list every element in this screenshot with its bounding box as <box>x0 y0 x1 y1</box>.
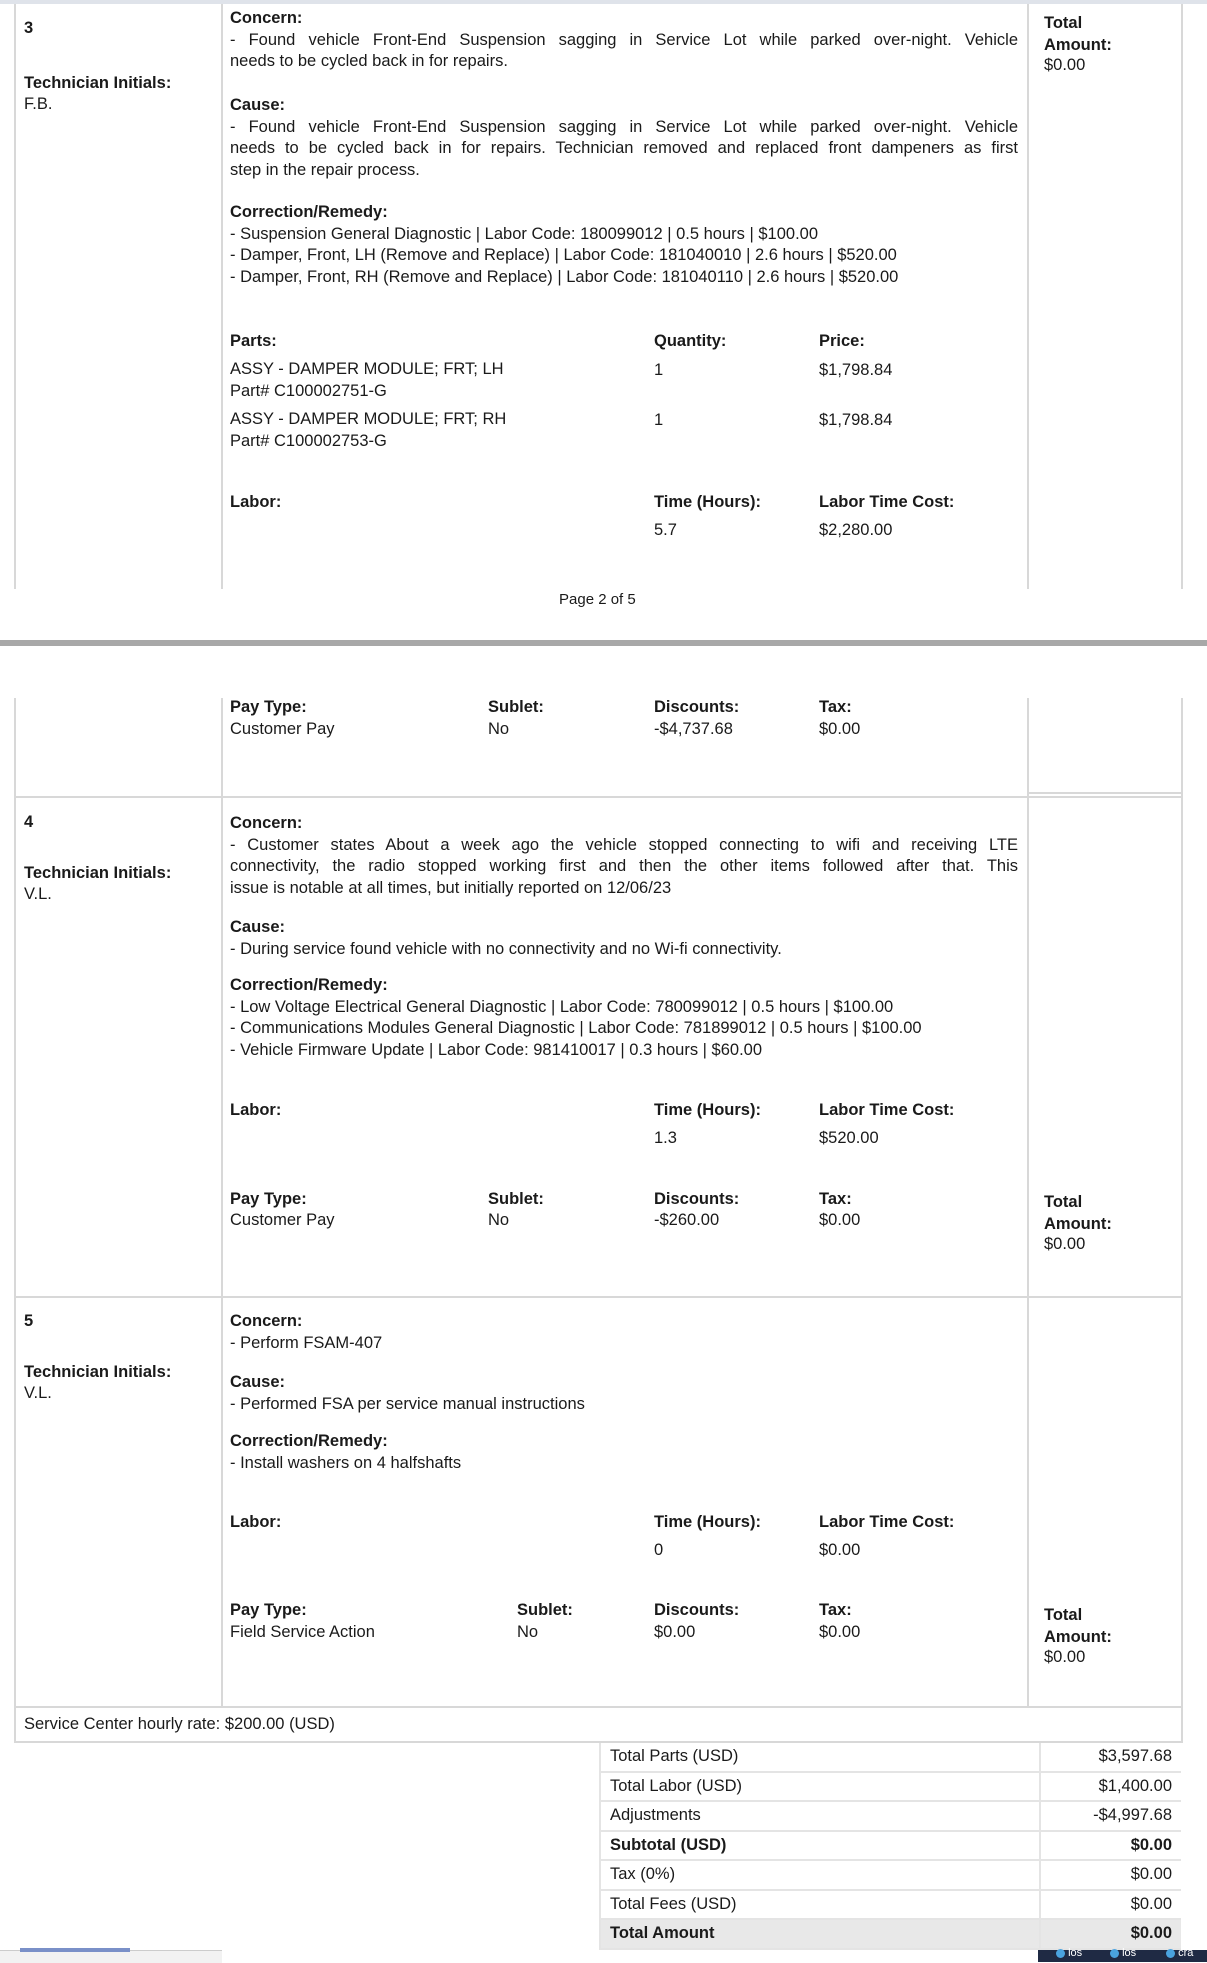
totals-label: Total Parts (USD) <box>600 1743 1040 1772</box>
totals-label: Total Fees (USD) <box>600 1890 1040 1920</box>
taskbar-item[interactable]: los <box>1056 1947 1082 1959</box>
job-number: 5 <box>24 1312 34 1330</box>
technician-initials-value: V.L. <box>24 885 52 903</box>
time-hours-label: Time (Hours): <box>654 1101 761 1119</box>
table-border <box>1181 698 1183 1742</box>
correction-label: Correction/Remedy: <box>230 203 388 221</box>
labor-time-cost-label: Labor Time Cost: <box>819 493 955 511</box>
sublet-label: Sublet: <box>488 698 544 716</box>
totals-table <box>599 1743 1181 1950</box>
concern-text: - Found vehicle Front-End Suspension sagging in Service Lot while parked over-night. Vehicle needs to be cycled back in for repairs. <box>230 30 1018 70</box>
job-number: 3 <box>24 19 34 37</box>
labor-time-value: 1.3 <box>654 1129 677 1147</box>
table-border <box>221 698 223 1707</box>
totals-label: Adjustments <box>600 1801 1040 1831</box>
totals-row <box>600 1890 1181 1920</box>
taskbar <box>1038 1947 1207 1962</box>
cause-text: - Found vehicle Front-End Suspension sagging in Service Lot while parked over-night. Vehicle needs to be cycled back in for repairs. Technician removed and replaced front dampeners as first step in the repair process. <box>230 117 1018 179</box>
part-price: $1,798.84 <box>819 411 893 429</box>
table-border <box>221 4 223 589</box>
top-edge-bar <box>0 0 1207 4</box>
sublet-value: No <box>488 1211 510 1229</box>
sublet-value: No <box>488 720 510 738</box>
time-hours-label: Time (Hours): <box>654 493 761 511</box>
labor-cost-value: $2,280.00 <box>819 521 893 539</box>
page-indicator: Page 2 of 5 <box>559 591 636 608</box>
row-divider <box>14 1706 1183 1708</box>
pay-type-label: Pay Type: <box>230 1601 307 1619</box>
sublet-label: Sublet: <box>517 1601 573 1619</box>
tax-value: $0.00 <box>819 1623 861 1641</box>
discounts-value: -$4,737.68 <box>654 720 733 738</box>
discounts-value: -$260.00 <box>654 1211 720 1229</box>
totals-row <box>600 1772 1181 1802</box>
part-name: ASSY - DAMPER MODULE; FRT; RH <box>230 410 507 428</box>
part-name: ASSY - DAMPER MODULE; FRT; LH <box>230 360 504 378</box>
parts-label: Parts: <box>230 332 277 350</box>
totals-label: Subtotal (USD) <box>600 1831 1040 1861</box>
labor-label: Labor: <box>230 1513 282 1531</box>
price-label: Price: <box>819 332 865 350</box>
labor-label: Labor: <box>230 493 282 511</box>
sidebar-fragment-link[interactable] <box>20 1948 130 1952</box>
totals-value: $0.00 <box>1040 1890 1181 1920</box>
chrome-icon <box>1166 1949 1175 1958</box>
job-number: 4 <box>24 813 34 831</box>
labor-time-cost-label: Labor Time Cost: <box>819 1513 955 1531</box>
labor-cost-value: $520.00 <box>819 1129 879 1147</box>
totals-label: Tax (0%) <box>600 1860 1040 1890</box>
tax-label: Tax: <box>819 698 852 716</box>
totals-row <box>600 1919 1181 1949</box>
taskbar-item[interactable]: cra <box>1166 1947 1193 1959</box>
totals-value: $0.00 <box>1040 1860 1181 1890</box>
correction-label: Correction/Remedy: <box>230 976 388 994</box>
correction-line: - Suspension General Diagnostic | Labor Code: 180099012 | 0.5 hours | $100.00 <box>230 224 819 243</box>
correction-line: - Damper, Front, RH (Remove and Replace) | Labor Code: 181040110 | 2.6 hours | $520.00 <box>230 267 899 286</box>
labor-cost-value: $0.00 <box>819 1541 861 1559</box>
tax-label: Tax: <box>819 1190 852 1208</box>
tax-value: $0.00 <box>819 720 861 738</box>
concern-label: Concern: <box>230 814 303 832</box>
totals-value: $3,597.68 <box>1040 1743 1181 1772</box>
totals-label: Total Labor (USD) <box>600 1772 1040 1802</box>
time-hours-label: Time (Hours): <box>654 1513 761 1531</box>
correction-line: - Damper, Front, LH (Remove and Replace) | Labor Code: 181040010 | 2.6 hours | $520.00 <box>230 246 897 264</box>
total-amount-value: $0.00 <box>1044 56 1086 74</box>
totals-row <box>600 1743 1181 1772</box>
table-border <box>14 4 16 589</box>
labor-label: Labor: <box>230 1101 282 1119</box>
page-separator <box>0 640 1207 646</box>
cause-text: - During service found vehicle with no connectivity and no Wi-fi connectivity. <box>230 939 782 958</box>
cause-label: Cause: <box>230 1373 286 1391</box>
sublet-value: No <box>517 1623 539 1641</box>
total-amount-label: Total Amount: <box>1044 14 1112 54</box>
labor-time-cost-label: Labor Time Cost: <box>819 1101 955 1119</box>
row-divider <box>14 796 1183 798</box>
table-border <box>1027 4 1029 589</box>
technician-initials-label: Technician Initials: <box>24 864 172 882</box>
pay-type-value: Customer Pay <box>230 1211 335 1229</box>
concern-label: Concern: <box>230 1312 303 1330</box>
concern-label: Concern: <box>230 9 303 27</box>
part-price: $1,798.84 <box>819 361 893 379</box>
totals-value: $1,400.00 <box>1040 1772 1181 1802</box>
correction-line: - Vehicle Firmware Update | Labor Code: 981410017 | 0.3 hours | $60.00 <box>230 1040 763 1059</box>
pay-type-label: Pay Type: <box>230 698 307 716</box>
totals-row <box>600 1801 1181 1831</box>
correction-label: Correction/Remedy: <box>230 1432 388 1450</box>
total-amount-value: $0.00 <box>1044 1648 1086 1666</box>
correction-line: - Communications Modules General Diagnostic | Labor Code: 781899012 | 0.5 hours | $100.00 <box>230 1019 922 1037</box>
chrome-icon <box>1110 1949 1119 1958</box>
part-number: Part# C100002753-G <box>230 431 387 450</box>
totals-value: $0.00 <box>1040 1919 1181 1949</box>
part-number: Part# C100002751-G <box>230 381 387 400</box>
totals-label: Total Amount <box>600 1919 1040 1949</box>
table-border <box>1181 4 1183 589</box>
technician-initials-value: V.L. <box>24 1384 52 1402</box>
pay-type-value: Field Service Action <box>230 1623 375 1641</box>
discounts-label: Discounts: <box>654 1190 740 1208</box>
taskbar-item[interactable]: los <box>1110 1947 1136 1959</box>
tax-value: $0.00 <box>819 1211 861 1229</box>
cause-label: Cause: <box>230 918 286 936</box>
cause-label: Cause: <box>230 96 286 114</box>
pay-type-value: Customer Pay <box>230 720 335 738</box>
row-divider <box>14 1296 1183 1298</box>
totals-value: -$4,997.68 <box>1040 1801 1181 1831</box>
discounts-value: $0.00 <box>654 1623 696 1641</box>
concern-text: - Customer states About a week ago the vehicle stopped connecting to wifi and receiving LTE connectivity, the radio stopped working first and then the other items followed after that. This issue is notable at all times, but initially reported on 12/06/23 <box>230 835 1018 897</box>
pay-type-label: Pay Type: <box>230 1190 307 1208</box>
cause-text: - Performed FSA per service manual instructions <box>230 1394 585 1413</box>
tax-label: Tax: <box>819 1601 852 1619</box>
technician-initials-label: Technician Initials: <box>24 1363 172 1381</box>
correction-line: - Install washers on 4 halfshafts <box>230 1453 462 1472</box>
table-border <box>1027 698 1029 1707</box>
technician-initials-value: F.B. <box>24 95 53 113</box>
sublet-label: Sublet: <box>488 1190 544 1208</box>
discounts-label: Discounts: <box>654 1601 740 1619</box>
quantity-label: Quantity: <box>654 332 727 350</box>
total-amount-value: $0.00 <box>1044 1235 1086 1253</box>
chrome-icon <box>1056 1949 1065 1958</box>
technician-initials-label: Technician Initials: <box>24 74 172 92</box>
part-quantity: 1 <box>654 361 664 379</box>
part-quantity: 1 <box>654 411 664 429</box>
row-divider <box>1027 792 1183 794</box>
correction-line: - Low Voltage Electrical General Diagnostic | Labor Code: 780099012 | 0.5 hours | $100.00 <box>230 997 894 1016</box>
hourly-rate: Service Center hourly rate: $200.00 (USD) <box>24 1715 335 1733</box>
totals-row <box>600 1831 1181 1861</box>
totals-value: $0.00 <box>1040 1831 1181 1861</box>
total-amount-label: Total Amount: <box>1044 1606 1112 1646</box>
total-amount-label: Total Amount: <box>1044 1193 1112 1233</box>
labor-time-value: 5.7 <box>654 521 677 539</box>
labor-time-value: 0 <box>654 1541 664 1559</box>
concern-text: - Perform FSAM-407 <box>230 1333 383 1352</box>
table-border <box>14 698 16 1742</box>
totals-row <box>600 1860 1181 1890</box>
discounts-label: Discounts: <box>654 698 740 716</box>
